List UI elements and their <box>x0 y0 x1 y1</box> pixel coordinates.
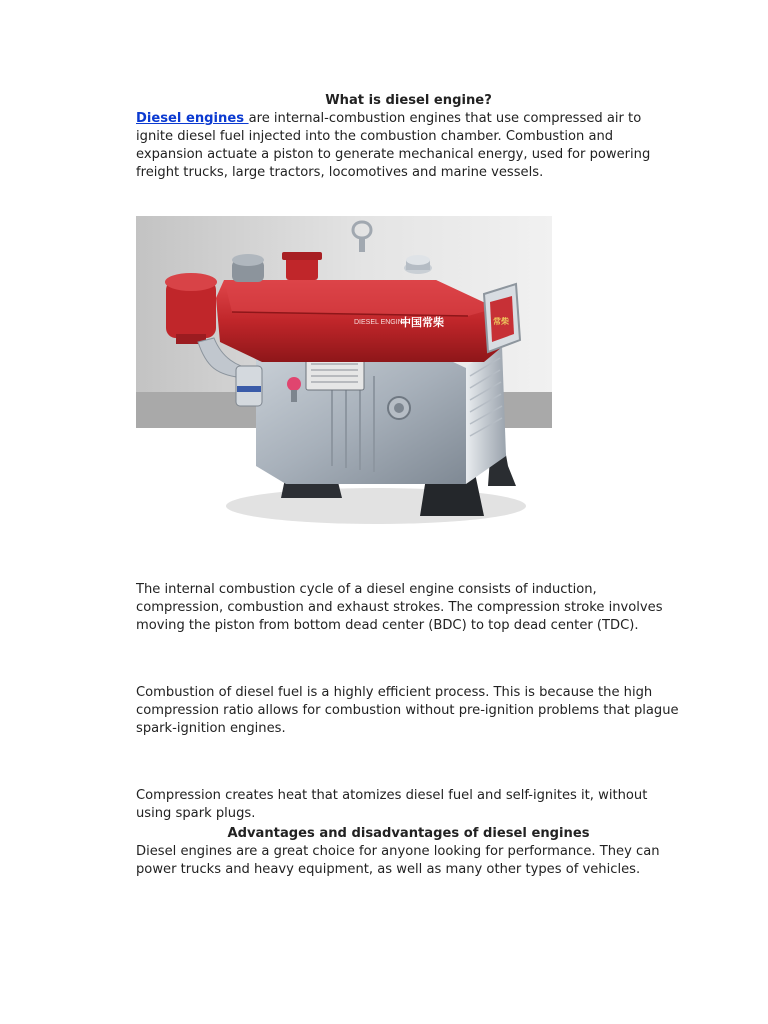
paragraph-combustion-cycle: The internal combustion cycle of a diesel engine consists of induction, compression, combustion and exhaust strokes. The compression stroke involves moving the piston from bottom dead center (BDC) to top dead center (TDC). <box>136 582 663 633</box>
emblem-text: 常柴 <box>493 317 509 326</box>
plate-text: DIESEL ENGINE <box>354 319 408 326</box>
heading-what-is-diesel-engine: What is diesel engine? <box>325 93 492 108</box>
paragraph-efficiency: Combustion of diesel fuel is a highly efficient process. This is because the high compression ratio allows for combustion without pre-ignition problems that plague spark-ignition engines. <box>136 685 679 736</box>
heading-advantages: Advantages and disadvantages of diesel engines <box>227 826 590 841</box>
intro-text: are internal-combustion engines that use compressed air to ignite diesel fuel injected into the combustion chamber. Combustion and expansion actuate a piston to generate mechanical energy, used for powering freight trucks, large tractors, locomotives and marine vessels. <box>136 111 651 180</box>
paragraph-advantages: Diesel engines are a great choice for anyone looking for performance. They can power trucks and heavy equipment, as well as many other types of vehicles. <box>136 844 660 877</box>
paragraph-compression-heat: Compression creates heat that atomizes diesel fuel and self-ignites it, without using spark plugs. <box>136 788 648 821</box>
diesel-engine-image <box>136 216 552 543</box>
document-body <box>136 92 681 879</box>
intro-paragraph <box>136 110 681 182</box>
diesel-engines-link[interactable]: Diesel engines <box>136 111 249 126</box>
plate-cn-text: 中国常柴 <box>400 316 444 329</box>
